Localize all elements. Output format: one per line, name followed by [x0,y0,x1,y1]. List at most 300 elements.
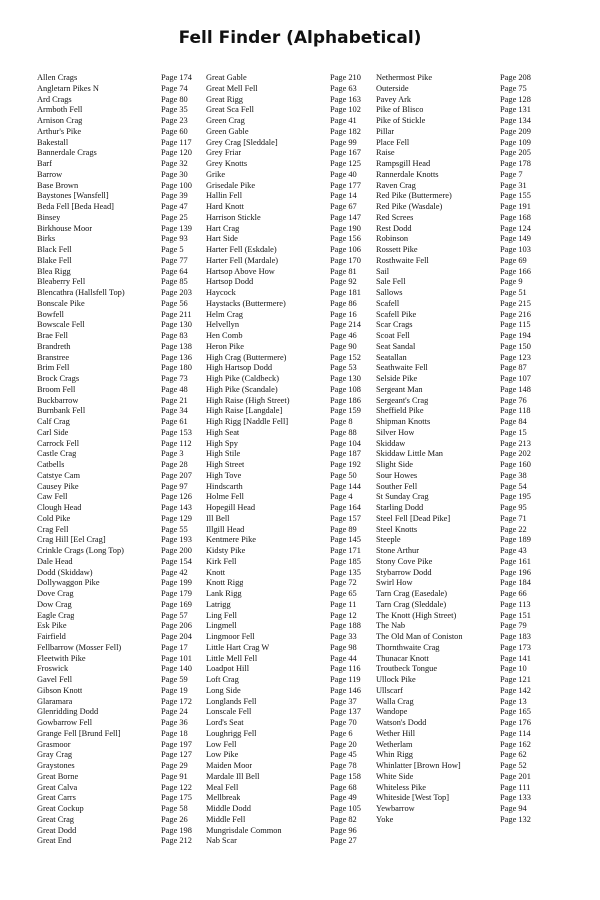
fell-name: Cold Pike [37,513,71,523]
page-number: Page 206 [161,621,192,631]
fell-entry [37,310,202,321]
page-number: Page 43 [500,546,527,555]
page-number: Page 141 [500,653,531,663]
page-number: Page 216 [500,309,531,319]
fell-entry [37,740,202,751]
fell-entry [206,557,371,568]
fell-name: High Street [206,460,245,469]
fell-entry [206,740,371,751]
page-number: Page 100 [161,180,192,190]
fell-entry [37,234,202,245]
fell-name: Rannerdale Knotts [376,169,439,179]
fell-name: Great Rigg [206,94,243,104]
fell-entry [37,116,202,127]
page-number: Page 120 [161,148,192,158]
fell-name: Gavel Fell [37,675,73,684]
fell-entry [376,772,541,783]
fell-name: Bowscale Fell [37,320,85,330]
page-number: Page 84 [500,417,527,426]
fell-entry [376,815,541,826]
page-number: Page 86 [330,298,357,308]
page-number: Page 32 [161,159,188,168]
page-number: Page 178 [500,159,531,168]
fell-entry [376,224,541,235]
page-number: Page 179 [161,589,192,598]
fell-entry [376,492,541,503]
fell-name: Brae Fell [37,331,68,340]
fell-name: Raven Crag [376,180,416,190]
fell-entry [206,675,371,686]
fell-name: Birks [37,234,56,244]
page-number: Page 205 [500,148,531,158]
page-number: Page 57 [161,610,188,620]
fell-name: Caw Fell [37,492,68,502]
fell-name: Stybarrow Dodd [376,567,432,577]
fell-entry [37,385,202,396]
fell-name: Great Dodd [37,825,77,835]
fell-name: Selside Pike [376,374,418,383]
fell-entry [206,664,371,675]
fell-name: Lank Rigg [206,589,242,598]
fell-name: Haystacks (Buttermere) [206,298,286,308]
fell-entry [376,632,541,643]
fell-entry [376,417,541,428]
fell-name: Kentmere Pike [206,535,257,545]
fell-name: Raise [376,148,395,158]
fell-entry [206,621,371,632]
page-number: Page 15 [500,427,527,437]
fell-entry [37,729,202,740]
page-number: Page 90 [330,341,357,351]
fell-name: Low Fell [206,739,237,749]
fell-entry [206,73,371,84]
fell-name: Brandreth [37,341,71,351]
fell-entry [206,234,371,245]
page-number: Page 129 [161,513,192,523]
page-number: Page 38 [500,470,527,480]
fell-entry [37,127,202,138]
fell-entry [376,181,541,192]
fell-name: Hartsop Above How [206,266,275,276]
fell-entry [206,654,371,665]
fell-name: Buckbarrow [37,395,79,405]
index-column-3 [376,73,541,826]
fell-name: Fellbarrow (Mosser Fell) [37,642,122,652]
fell-entry [376,148,541,159]
page-number: Page 67 [330,202,357,211]
fell-entry [206,632,371,643]
fell-entry [37,428,202,439]
fell-name: Arnison Crag [37,116,83,125]
fell-name: Scar Crags [376,320,413,330]
fell-entry [376,245,541,256]
fell-name: Knott [206,567,226,577]
fell-name: Rossett Pike [376,245,418,254]
fell-entry [376,546,541,557]
fell-entry [37,170,202,181]
page-number: Page 124 [500,223,531,233]
fell-entry [206,503,371,514]
fell-name: Outerside [376,83,409,93]
page-number: Page 72 [330,578,357,588]
fell-name: Grike [206,169,226,179]
fell-name: High Stile [206,449,241,459]
page-number: Page 96 [330,825,357,835]
fell-name: Whin Rigg [376,750,413,760]
fell-entry [376,353,541,364]
fell-entry [376,686,541,697]
fell-entry [37,783,202,794]
fell-entry [37,750,202,761]
fell-entry [376,374,541,385]
page-number: Page 204 [161,632,192,641]
page-number: Page 42 [161,567,188,577]
fell-entry [37,600,202,611]
fell-name: Scoat Fell [376,331,410,340]
fell-entry [37,439,202,450]
page-number: Page 119 [330,675,361,684]
fell-entry [206,170,371,181]
fell-entry [37,181,202,192]
fell-entry [37,267,202,278]
fell-entry [37,95,202,106]
page-number: Page 123 [500,352,531,362]
fell-entry [376,654,541,665]
page-number: Page 61 [161,417,188,426]
fell-name: Grange Fell [Brund Fell] [37,728,121,738]
fell-entry [37,374,202,385]
fell-name: Dodd (Skiddaw) [37,567,93,577]
fell-entry [206,492,371,503]
page-number: Page 88 [330,427,357,437]
page-number: Page 154 [161,556,192,566]
fell-name: Esk Pike [37,621,67,631]
page-number: Page 151 [500,610,531,620]
fell-entry [376,363,541,374]
fell-name: Great Mell Fell [206,83,258,93]
fell-name: Allen Crags [37,73,78,82]
fell-name: Great End [37,836,72,846]
fell-name: Hart Side [206,234,238,244]
fell-entry [376,729,541,740]
fell-name: Knott Rigg [206,578,244,588]
page-number: Page 118 [500,406,531,416]
fell-name: Thunacar Knott [376,653,429,663]
fell-entry [37,535,202,546]
page-number: Page 50 [330,470,357,480]
fell-entry [376,600,541,611]
page-number: Page 135 [330,567,361,577]
fell-entry [206,342,371,353]
fell-name: Bonscale Pike [37,298,85,308]
fell-entry [206,127,371,138]
fell-name: Scafell Pike [376,309,417,319]
fell-name: Tarn Crag (Sleddale) [376,599,447,609]
page-number: Page 127 [161,750,192,760]
fell-entry [206,600,371,611]
page-number: Page 208 [500,73,531,82]
fell-name: Sheffield Pike [376,406,424,416]
page-number: Page 130 [330,374,361,383]
fell-name: High Spy [206,438,238,448]
page-number: Page 36 [161,718,188,727]
page-number: Page 210 [330,73,361,82]
fell-name: Rampsgill Head [376,159,431,168]
fell-entry [376,514,541,525]
fell-entry [206,707,371,718]
fell-name: Pike of Stickle [376,116,426,125]
page-number: Page 214 [330,320,361,330]
fell-entry [206,105,371,116]
page-number: Page 74 [161,83,188,93]
page-number: Page 177 [330,180,361,190]
fell-entry [376,277,541,288]
fell-name: Lord's Seat [206,718,244,727]
fell-entry [376,718,541,729]
fell-entry [376,439,541,450]
page-number: Page 81 [330,266,357,276]
page-number: Page 97 [161,481,188,491]
fell-entry [206,772,371,783]
page-number: Page 117 [161,137,192,147]
page-number: Page 150 [500,341,531,351]
page-number: Page 159 [330,406,361,416]
page-number: Page 106 [330,245,361,254]
page-number: Page 25 [161,212,188,222]
page-number: Page 99 [330,137,357,147]
page-number: Page 68 [330,782,357,792]
fell-entry [37,589,202,600]
fell-name: Crag Fell [37,524,69,534]
fell-entry [206,148,371,159]
fell-entry [37,793,202,804]
fell-entry [206,471,371,482]
fell-entry [37,299,202,310]
fell-name: Nab Scar [206,836,237,846]
fell-name: Froswick [37,664,69,674]
fell-name: Great Cockup [37,804,84,813]
fell-entry [37,836,202,847]
page-number: Page 48 [161,384,188,394]
fell-name: Sour Howes [376,470,418,480]
fell-name: Gray Crag [37,750,73,760]
fell-name: Binsey [37,212,61,222]
page-number: Page 168 [500,212,531,222]
fell-name: Lonscale Fell [206,707,252,717]
fell-entry [37,772,202,783]
page-number: Page 102 [330,105,361,115]
page-number: Page 79 [500,621,527,631]
fell-name: Thornthwaite Crag [376,642,440,652]
page-number: Page 162 [500,739,531,749]
page-number: Page 111 [500,782,531,792]
fell-name: Dove Crag [37,589,74,598]
page-number: Page 158 [330,771,361,781]
fell-entry [376,385,541,396]
fell-entry [206,535,371,546]
fell-name: Wether Hill [376,728,416,738]
page-number: Page 148 [500,384,531,394]
fell-name: Kirk Fell [206,556,237,566]
fell-entry [37,632,202,643]
page-number: Page 122 [161,782,192,792]
fell-entry [376,793,541,804]
page-number: Page 193 [161,535,192,545]
fell-entry [376,159,541,170]
fell-name: Stony Cove Pike [376,556,433,566]
fell-entry [37,761,202,772]
fell-name: Stone Arthur [376,546,420,555]
fell-entry [37,148,202,159]
fell-entry [206,288,371,299]
fell-entry [37,525,202,536]
page-number: Page 55 [161,524,188,534]
fell-name: Steeple [376,535,401,545]
page-number: Page 11 [330,599,357,609]
fell-entry [206,406,371,417]
page-number: Page 195 [500,492,531,502]
fell-name: Steel Fell [Dead Pike] [376,513,451,523]
page-number: Page 187 [330,449,361,459]
page-number: Page 189 [500,535,531,545]
fell-name: Hindscarth [206,481,243,491]
page-number: Page 116 [330,664,361,674]
fell-entry [37,643,202,654]
fell-name: Whinlatter [Brown How] [376,761,461,770]
fell-entry [376,568,541,579]
fell-name: Seathwaite Fell [376,363,428,373]
page-number: Page 73 [161,374,188,383]
page-number: Page 157 [330,513,361,523]
fell-entry [206,761,371,772]
fell-entry [376,557,541,568]
page-number: Page 194 [500,331,531,340]
fell-entry [206,159,371,170]
fell-name: Green Gable [206,126,249,136]
page-number: Page 160 [500,460,531,469]
fell-name: Loughrigg Fell [206,728,257,738]
fell-name: Whiteside [West Top] [376,793,450,803]
fell-name: Graystones [37,761,75,770]
fell-entry [376,95,541,106]
page-number: Page 184 [500,578,531,588]
fell-entry [206,363,371,374]
page-number: Page 136 [161,352,192,362]
fell-entry [37,804,202,815]
fell-entry [206,826,371,837]
fell-name: Lingmell [206,621,237,631]
fell-name: Eagle Crag [37,610,75,620]
fell-name: Barrow [37,169,63,179]
fell-name: Maiden Moor [206,761,253,770]
page-number: Page 131 [500,105,531,115]
fell-entry [37,621,202,632]
fell-entry [37,492,202,503]
fell-name: Low Pike [206,750,239,760]
page-number: Page 29 [161,761,188,770]
page-number: Page 211 [161,309,192,319]
page-number: Page 82 [330,814,357,824]
fell-entry [376,761,541,772]
fell-entry [37,406,202,417]
fell-entry [206,320,371,331]
fell-name: Holme Fell [206,492,244,502]
page-number: Page 41 [330,116,357,125]
fell-entry [206,224,371,235]
fell-name: High Raise (High Street) [206,395,290,405]
fell-entry [376,116,541,127]
page-number: Page 207 [161,470,192,480]
fell-entry [206,267,371,278]
fell-entry [206,95,371,106]
page-number: Page 126 [161,492,192,502]
fell-name: Sergeant Man [376,384,423,394]
fell-name: Loadpot Hill [206,664,250,674]
page-number: Page 10 [500,664,527,674]
page-number: Page 26 [161,814,188,824]
page-number: Page 80 [161,94,188,104]
fell-entry [376,611,541,622]
fell-name: Rosthwaite Fell [376,255,429,265]
page-number: Page 91 [161,771,188,781]
page-number: Page 69 [500,255,527,265]
fell-name: Pavey Ark [376,94,412,104]
fell-entry [37,396,202,407]
fell-name: Great Carrs [37,793,76,803]
fell-name: Mardale Ill Bell [206,771,260,781]
page-number: Page 60 [161,126,188,136]
fell-name: Carrock Fell [37,438,80,448]
fell-entry [376,525,541,536]
page-number: Page 145 [330,535,361,545]
page-number: Page 196 [500,567,531,577]
page-number: Page 169 [161,599,192,609]
fell-name: High Pike (Caldbeck) [206,374,280,383]
fell-name: Red Pike (Buttermere) [376,191,452,201]
page-number: Page 139 [161,223,192,233]
fell-entry [37,460,202,471]
fell-entry [376,783,541,794]
fell-entry [206,245,371,256]
page-number: Page 12 [330,610,357,620]
fell-name: Wandope [376,707,408,717]
fell-entry [37,815,202,826]
fell-entry [376,84,541,95]
fell-name: Bowfell [37,309,64,319]
page-number: Page 128 [500,94,531,104]
fell-entry [37,224,202,235]
page-number: Page 89 [330,524,357,534]
page-number: Page 138 [161,341,192,351]
fell-entry [206,449,371,460]
index-column-1 [37,73,202,847]
fell-name: Lingmoor Fell [206,632,255,641]
page-number: Page 22 [500,524,527,534]
fell-entry [206,750,371,761]
fell-name: Dow Crag [37,599,72,609]
fell-name: Great Sca Fell [206,105,254,115]
fell-name: Sergeant's Crag [376,395,429,405]
fell-name: Starling Dodd [376,503,424,512]
page-number: Page 192 [330,460,361,469]
page-number: Page 83 [161,331,188,340]
fell-entry [376,331,541,342]
page-number: Page 163 [330,94,361,104]
page-number: Page 92 [330,277,357,287]
page-number: Page 3 [161,449,184,459]
fell-entry [376,256,541,267]
fell-index [0,73,600,853]
